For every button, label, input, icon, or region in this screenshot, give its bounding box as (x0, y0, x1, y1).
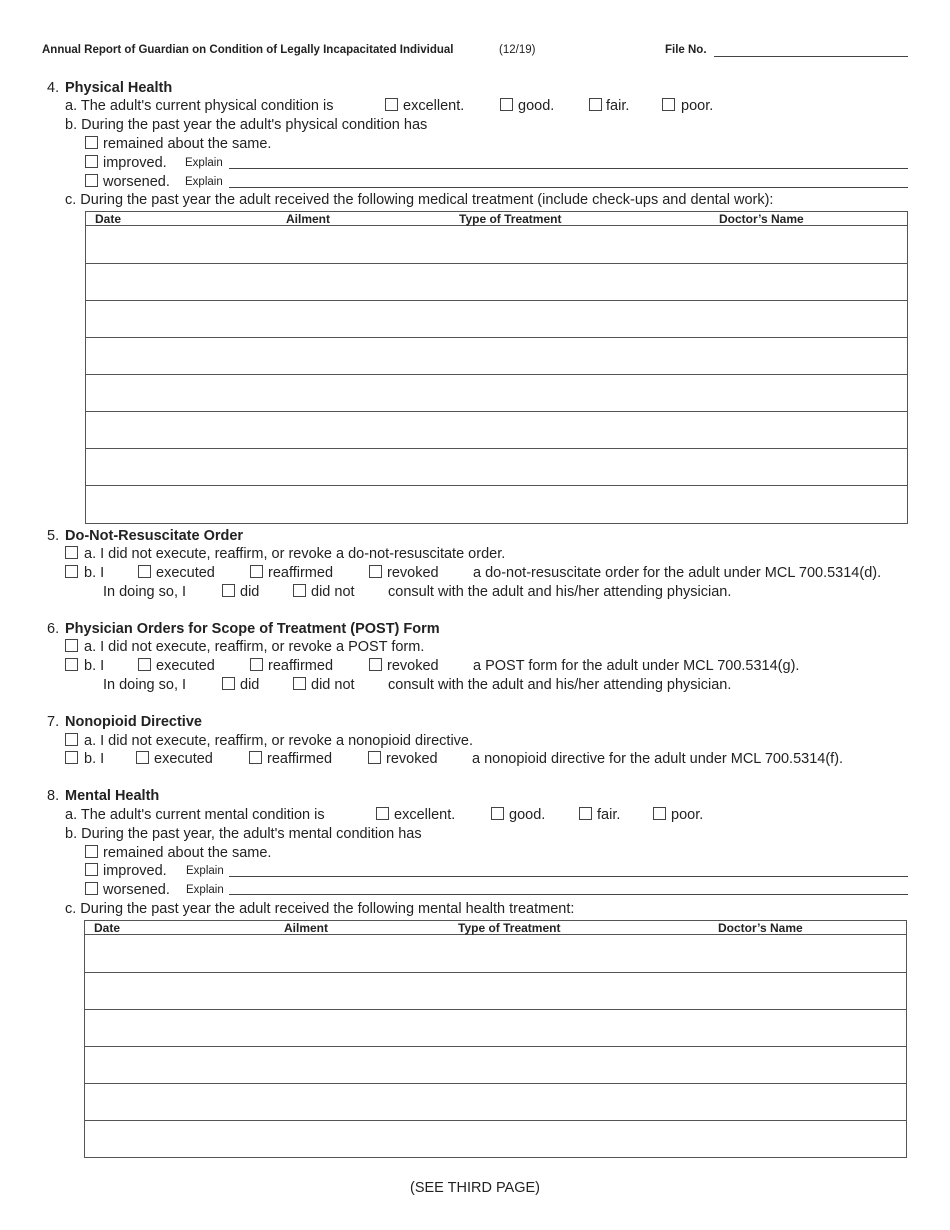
file-no-field[interactable] (714, 56, 908, 57)
s5-reaffirmed-label: reaffirmed (268, 565, 334, 581)
s5-executed-checkbox[interactable] (138, 565, 151, 578)
s8-a-text: a. The adult's current mental condition is (65, 807, 325, 823)
s4-improved-explain-line[interactable] (229, 168, 908, 169)
form-title: Annual Report of Guardian on Condition of Legally Incapacitated Individual (42, 44, 454, 56)
s7-executed-label: executed (154, 751, 213, 767)
s6-consult-text: consult with the adult and his/her attending physician. (388, 677, 732, 693)
s5-revoked-checkbox[interactable] (369, 565, 382, 578)
section-4-number: 4. (47, 80, 60, 96)
s5-executed-label: executed (156, 565, 215, 581)
s6-b-suffix: a POST form for the adult under MCL 700.5314(g). (473, 658, 800, 674)
s8-improved-explain-label: Explain (186, 865, 224, 877)
s4-excellent-checkbox[interactable] (385, 98, 398, 111)
table-row[interactable] (85, 1083, 906, 1121)
s4-same-label: remained about the same. (103, 136, 272, 152)
s4-b-text: b. During the past year the adult's physical condition has (65, 117, 428, 133)
section-8-title: Mental Health (65, 788, 160, 804)
col-type-of-treatment: Type of Treatment (459, 212, 562, 226)
s6-a-text: a. I did not execute, reaffirm, or revoke a POST form. (84, 639, 425, 655)
file-no-label: File No. (665, 44, 707, 56)
s6-in-doing-so: In doing so, I (103, 677, 187, 693)
s6-did-not-label: did not (311, 677, 355, 693)
section-4-title: Physical Health (65, 80, 173, 96)
s5-consult-text: consult with the adult and his/her attending physician. (388, 584, 732, 600)
col-type-of-treatment: Type of Treatment (458, 921, 561, 935)
s4-fair-label: fair. (606, 98, 630, 114)
table-row[interactable] (86, 263, 907, 301)
s6-b-prefix: b. I (84, 658, 105, 674)
table-row[interactable] (86, 485, 907, 524)
medical-treatment-table (85, 211, 908, 524)
table-row[interactable] (86, 226, 907, 263)
table-row[interactable] (85, 1120, 906, 1158)
s5-b-checkbox[interactable] (65, 565, 78, 578)
col-doctors-name: Doctor’s Name (718, 921, 803, 935)
s4-excellent-label: excellent. (403, 98, 465, 114)
table-row[interactable] (85, 1046, 906, 1084)
s8-worsened-explain-label: Explain (186, 884, 224, 896)
table-header (86, 212, 907, 226)
s6-reaffirmed-checkbox[interactable] (250, 658, 263, 671)
s4-worsened-explain-label: Explain (185, 176, 223, 188)
s4-good-label: good. (518, 98, 555, 114)
s8-improved-checkbox[interactable] (85, 863, 98, 876)
s4-improved-explain-label: Explain (185, 157, 223, 169)
section-7-number: 7. (47, 714, 60, 730)
col-doctors-name: Doctor’s Name (719, 212, 804, 226)
s4-good-checkbox[interactable] (500, 98, 513, 111)
form-code: (12/19) (499, 44, 536, 56)
table-header (85, 921, 906, 935)
s8-c-text: c. During the past year the adult received the following mental health treatment: (65, 901, 575, 917)
s7-a-checkbox[interactable] (65, 733, 78, 746)
s8-same-checkbox[interactable] (85, 845, 98, 858)
s4-improved-label: improved. (103, 155, 167, 171)
s5-revoked-label: revoked (387, 565, 439, 581)
s5-did-label: did (240, 584, 260, 600)
s5-b-suffix: a do-not-resuscitate order for the adult under MCL 700.5314(d). (473, 565, 882, 581)
s6-did-not-checkbox[interactable] (293, 677, 306, 690)
col-ailment: Ailment (286, 212, 331, 226)
s6-a-checkbox[interactable] (65, 639, 78, 652)
s7-reaffirmed-checkbox[interactable] (249, 751, 262, 764)
s5-b-prefix: b. I (84, 565, 105, 581)
col-date: Date (95, 212, 122, 226)
s7-executed-checkbox[interactable] (136, 751, 149, 764)
s6-b-checkbox[interactable] (65, 658, 78, 671)
s8-excellent-checkbox[interactable] (376, 807, 389, 820)
s5-did-not-checkbox[interactable] (293, 584, 306, 597)
s8-b-text: b. During the past year, the adult's mental condition has (65, 826, 422, 842)
s7-reaffirmed-label: reaffirmed (267, 751, 333, 767)
s4-same-checkbox[interactable] (85, 136, 98, 149)
s7-b-prefix: b. I (84, 751, 105, 767)
section-6-number: 6. (47, 621, 60, 637)
s8-worsened-checkbox[interactable] (85, 882, 98, 895)
s8-good-checkbox[interactable] (491, 807, 504, 820)
section-5-title: Do-Not-Resuscitate Order (65, 528, 244, 544)
s5-reaffirmed-checkbox[interactable] (250, 565, 263, 578)
col-ailment: Ailment (284, 921, 329, 935)
s4-fair-checkbox[interactable] (589, 98, 602, 111)
s8-improved-explain-line[interactable] (229, 876, 908, 877)
section-5-number: 5. (47, 528, 60, 544)
see-third-page: (SEE THIRD PAGE) (410, 1180, 540, 1196)
section-8-number: 8. (47, 788, 60, 804)
s8-fair-label: fair. (597, 807, 621, 823)
table-row[interactable] (86, 300, 907, 338)
s4-worsened-label: worsened. (103, 174, 170, 190)
section-7-title: Nonopioid Directive (65, 714, 202, 730)
s6-did-label: did (240, 677, 260, 693)
s7-a-text: a. I did not execute, reaffirm, or revoke a nonopioid directive. (84, 733, 474, 749)
table-row[interactable] (85, 935, 906, 972)
s4-poor-label: poor. (681, 98, 714, 114)
s6-revoked-checkbox[interactable] (369, 658, 382, 671)
s8-poor-label: poor. (671, 807, 704, 823)
s8-poor-checkbox[interactable] (653, 807, 666, 820)
col-date: Date (94, 921, 121, 935)
s8-excellent-label: excellent. (394, 807, 456, 823)
s8-worsened-explain-line[interactable] (229, 894, 908, 895)
s7-revoked-label: revoked (386, 751, 438, 767)
section-6-title: Physician Orders for Scope of Treatment (POST) Form (65, 621, 440, 637)
s8-improved-label: improved. (103, 863, 167, 879)
s8-good-label: good. (509, 807, 546, 823)
mental-treatment-table (84, 920, 907, 1158)
table-row[interactable] (86, 374, 907, 412)
s6-executed-checkbox[interactable] (138, 658, 151, 671)
s8-same-label: remained about the same. (103, 845, 272, 861)
s6-executed-label: executed (156, 658, 215, 674)
s6-reaffirmed-label: reaffirmed (268, 658, 334, 674)
s5-did-checkbox[interactable] (222, 584, 235, 597)
s7-b-checkbox[interactable] (65, 751, 78, 764)
table-row[interactable] (86, 448, 907, 486)
s6-revoked-label: revoked (387, 658, 439, 674)
s4-worsened-checkbox[interactable] (85, 174, 98, 187)
table-row[interactable] (85, 1009, 906, 1047)
s5-a-checkbox[interactable] (65, 546, 78, 559)
table-row[interactable] (86, 337, 907, 375)
s6-did-checkbox[interactable] (222, 677, 235, 690)
s7-revoked-checkbox[interactable] (368, 751, 381, 764)
s4-poor-checkbox[interactable] (662, 98, 675, 111)
s7-b-suffix: a nonopioid directive for the adult under MCL 700.5314(f). (472, 751, 844, 767)
s8-fair-checkbox[interactable] (579, 807, 592, 820)
s4-worsened-explain-line[interactable] (229, 187, 908, 188)
table-row[interactable] (85, 972, 906, 1010)
s5-did-not-label: did not (311, 584, 355, 600)
s5-in-doing-so: In doing so, I (103, 584, 187, 600)
s5-a-text: a. I did not execute, reaffirm, or revoke a do-not-resuscitate order. (84, 546, 506, 562)
s4-improved-checkbox[interactable] (85, 155, 98, 168)
s4-a-text: a. The adult's current physical condition is (65, 98, 334, 114)
s8-worsened-label: worsened. (103, 882, 170, 898)
s4-c-text: c. During the past year the adult received the following medical treatment (include check-ups and dental work): (65, 192, 774, 208)
table-row[interactable] (86, 411, 907, 449)
